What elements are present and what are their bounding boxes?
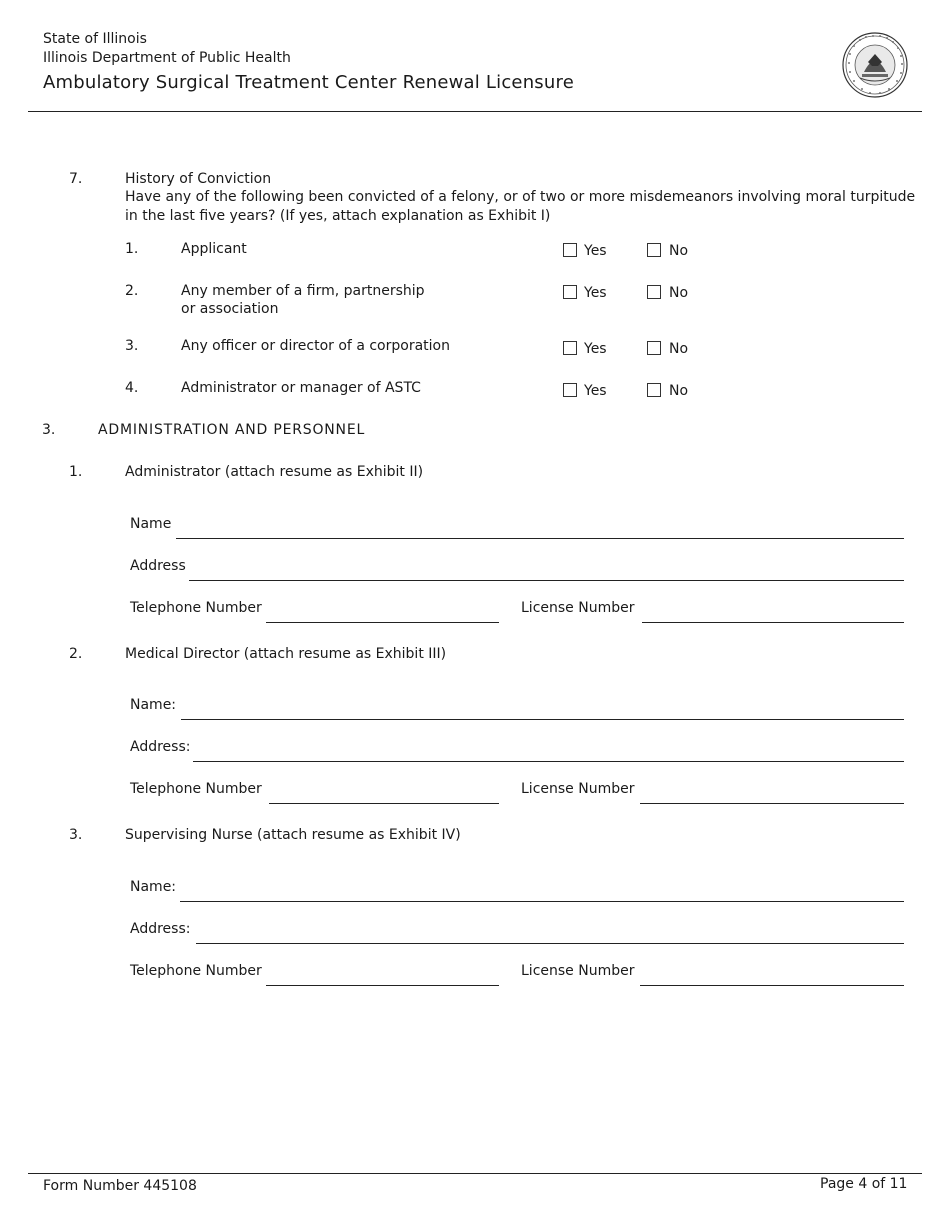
- admin-section-number: 3.: [42, 422, 56, 438]
- person-number: 1.: [69, 464, 83, 480]
- supervising-nurse-telephone-field[interactable]: [266, 985, 499, 986]
- administrator-address-field[interactable]: [189, 580, 904, 581]
- supervising-nurse-name-field[interactable]: [180, 901, 904, 902]
- header-state: State of Illinois: [43, 31, 147, 47]
- conviction-item-label: Applicant: [181, 241, 247, 257]
- license-label: License Number: [521, 600, 635, 616]
- conviction-item-label: Any member of a firm, partnership: [181, 283, 425, 299]
- medical-director-telephone-field[interactable]: [269, 803, 499, 804]
- medical-director-license-field[interactable]: [640, 803, 904, 804]
- no-label: No: [669, 243, 689, 259]
- header-department: Illinois Department of Public Health: [43, 50, 291, 66]
- name-label: Name:: [130, 697, 177, 713]
- supervising-nurse-license-field[interactable]: [640, 985, 904, 986]
- applicant-yes-checkbox[interactable]: [563, 243, 577, 257]
- person-title: Medical Director (attach resume as Exhibit III): [125, 646, 447, 662]
- state-seal-icon: [842, 32, 908, 98]
- yes-label: Yes: [584, 383, 607, 399]
- conviction-question-line2: in the last five years? (If yes, attach explanation as Exhibit I): [125, 208, 551, 224]
- address-label: Address:: [130, 921, 191, 937]
- person-number: 3.: [69, 827, 83, 843]
- name-label: Name:: [130, 879, 177, 895]
- administrator-license-field[interactable]: [642, 622, 904, 623]
- conviction-item-number: 2.: [125, 283, 139, 299]
- person-title: Administrator (attach resume as Exhibit II): [125, 464, 424, 480]
- name-label: Name: [130, 516, 172, 532]
- conviction-item-number: 3.: [125, 338, 139, 354]
- conviction-item-number: 4.: [125, 380, 139, 396]
- no-label: No: [669, 341, 689, 357]
- yes-label: Yes: [584, 285, 607, 301]
- footer-divider: [28, 1173, 922, 1174]
- yes-label: Yes: [584, 243, 607, 259]
- page-title: Ambulatory Surgical Treatment Center Renewal Licensure: [43, 72, 574, 93]
- medical-director-name-field[interactable]: [181, 719, 904, 720]
- admin-section-heading: ADMINISTRATION AND PERSONNEL: [98, 422, 366, 438]
- license-label: License Number: [521, 781, 635, 797]
- conviction-item-number: 1.: [125, 241, 139, 257]
- conviction-item-label-cont: or association: [181, 301, 279, 317]
- administrator-no-checkbox[interactable]: [647, 383, 661, 397]
- telephone-label: Telephone Number: [130, 963, 262, 979]
- yes-label: Yes: [584, 341, 607, 357]
- telephone-label: Telephone Number: [130, 600, 262, 616]
- form-number: Form Number 445108: [43, 1178, 197, 1194]
- medical-director-address-field[interactable]: [193, 761, 904, 762]
- conviction-heading: History of Conviction: [125, 171, 272, 187]
- license-label: License Number: [521, 963, 635, 979]
- conviction-item-label: Administrator or manager of ASTC: [181, 380, 421, 396]
- person-title: Supervising Nurse (attach resume as Exhibit IV): [125, 827, 461, 843]
- firm-member-no-checkbox[interactable]: [647, 285, 661, 299]
- page-number: Page 4 of 11: [820, 1176, 908, 1192]
- conviction-number: 7.: [69, 171, 83, 187]
- no-label: No: [669, 285, 689, 301]
- firm-member-yes-checkbox[interactable]: [563, 285, 577, 299]
- address-label: Address: [130, 558, 186, 574]
- administrator-telephone-field[interactable]: [266, 622, 499, 623]
- applicant-no-checkbox[interactable]: [647, 243, 661, 257]
- administrator-yes-checkbox[interactable]: [563, 383, 577, 397]
- supervising-nurse-address-field[interactable]: [196, 943, 904, 944]
- officer-no-checkbox[interactable]: [647, 341, 661, 355]
- telephone-label: Telephone Number: [130, 781, 262, 797]
- address-label: Address:: [130, 739, 191, 755]
- header-divider: [28, 111, 922, 112]
- administrator-name-field[interactable]: [176, 538, 904, 539]
- officer-yes-checkbox[interactable]: [563, 341, 577, 355]
- person-number: 2.: [69, 646, 83, 662]
- conviction-item-label: Any officer or director of a corporation: [181, 338, 450, 354]
- no-label: No: [669, 383, 689, 399]
- conviction-question-line1: Have any of the following been convicted of a felony, or of two or more misdemeanors involving moral turpitude: [125, 189, 916, 205]
